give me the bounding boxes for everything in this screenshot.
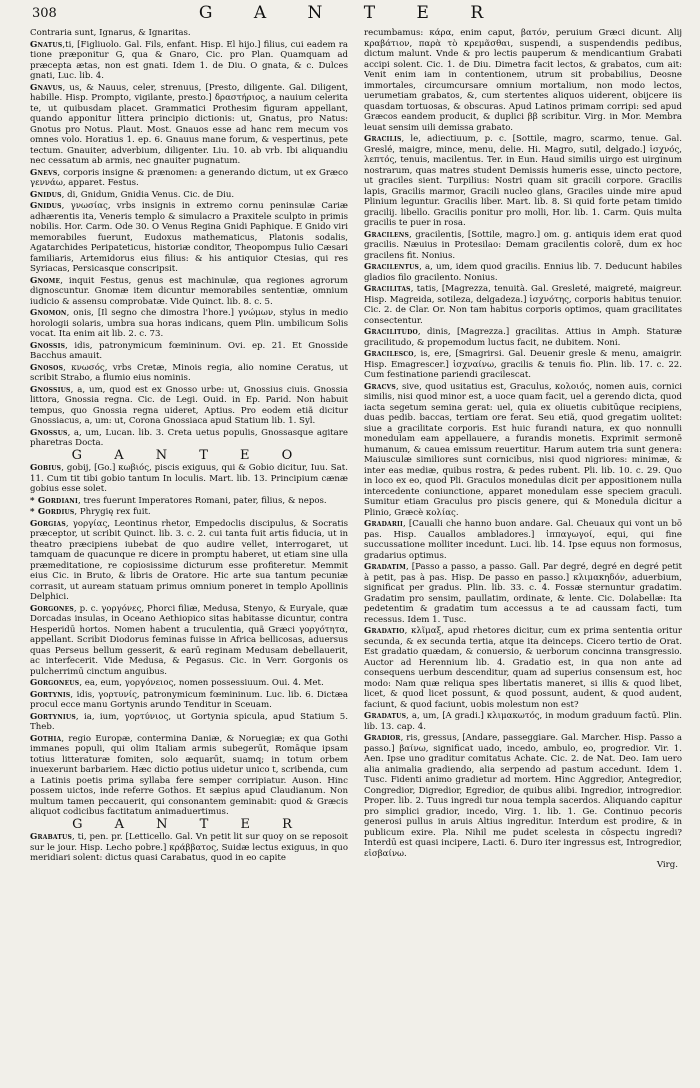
entry-lemma: Gortynis: [30, 689, 71, 700]
entry-text: , dinis, [Magrezza.] gracilitas. Attius in Amph. Staturæ gracilitudo, & propemodum luctus facit, ne dubitem. Noni.: [364, 327, 682, 348]
dictionary-entry: [364, 626, 682, 710]
entry-lemma: Gnidus: [30, 189, 62, 200]
entry-lemma: Gobius: [30, 463, 62, 473]
right-column: [364, 28, 682, 1080]
entry-lemma: Gradior: [364, 733, 401, 743]
dictionary-entry: [364, 382, 682, 519]
dictionary-entry: [30, 276, 348, 308]
catchword: Virg.: [656, 860, 678, 870]
dictionary-entry: [30, 519, 348, 603]
left-entries-g-o: [30, 463, 348, 818]
entry-lemma: Gracilitas: [364, 284, 411, 294]
entry-lemma: Gnossius: [30, 384, 71, 395]
dictionary-entry: [30, 690, 348, 711]
page-header: [0, 2, 700, 28]
entry-text: , corporis insigne & prænomen: a generando dictum, ut ex Græco γεννάω, apparet. Festus.: [30, 167, 348, 188]
entry-lemma: Gnossus: [30, 427, 68, 438]
dictionary-entry: [30, 83, 348, 167]
entry-text: , us, & Nauus, celer, strenuus, [Presto, diligente. Gal. Diligent, habille. Hisp. Prompto, vigilante, presto.] δραστήριος, a nauium celerita te, ut quibusdam placet. Grammatici Prothesim figuram appellant, quando apponitur littera principio dictionis: ut, Gnatus, pro Natus: Gnotus pro Notus. Plaut. Most. Gnauos esse ad hanc rem mecum vos omnes volo. Horatius 1. ep. 6. Gnauus mane forum, & vespertinus, pete tectum. Gnauiter, adverbium, diligenter. Liu. 10. ab vrb. Ibi aliquandiu nec cessatum ab armis, nec gnauiter pugnatum.: [30, 82, 348, 166]
entry-text: , Phrygię rex fuit.: [74, 507, 151, 517]
entry-lemma: Gradatus: [364, 711, 407, 721]
dictionary-entry: [30, 40, 348, 82]
dictionary-entry: [364, 519, 682, 561]
section-heading-r: G A N T E R: [72, 816, 306, 832]
entry-lemma: Gracilesco: [364, 349, 414, 359]
entry-text: , [Caualli che hanno buon andare. Gal. Cheuaux qui vont un bō pas. Hisp. Cauallos ambladores.] ἱππαγωγοί, equi, qui fine succussatione molliter incedunt. Luci. lib. 14. Ipse equus non formosus, gradarius optimus.: [364, 519, 682, 561]
left-column: [30, 28, 348, 1080]
entry-text: , a, um, [A gradi.] κλιμακωτός, in modum graduum factū. Plin. lib. 13. cap. 4.: [364, 711, 682, 732]
entry-lemma: Gnidus: [30, 201, 62, 211]
entry-lemma: Gnome: [30, 275, 61, 286]
dictionary-entry: [30, 428, 348, 449]
entry-lemma: Gorgias: [30, 518, 66, 529]
dictionary-entry: [30, 604, 348, 678]
left-entries-g-r: [30, 832, 348, 864]
entry-lemma: Gracilis: [364, 134, 402, 144]
dictionary-entry: [30, 168, 348, 189]
entry-text: , sive, quod usitatius est, Graculus, κολοιός, nomen auis, cornici similis, nisi quod minor est, a uoce quam facit, uel a gerendo dicta, quod iacta segetum semina gerat: uel, quia ex oliuetis cubitūque recipiens, duas pedib. baccas, tertiam ore ferat. Seu etiã, quod gregatim uolitet: siue a gracilitate corporis. Est huic furandi natura, ex quo nonnulli monedulam eam appellauere, a furandis monetis. Exprimit sermonē humanum, & cauea emissum reuertitur. Harum autem tria sunt genera: Maiusculæ similiores sunt cornicibus, nisi quod nigriores: minimæ, & inter eas mediæ, quibus rostra, & pedes rubent. Pli. lib. 10. c. 29. Quo in loco ex eo, quod Pli. Graculos monedulas dicit per appositionem nulla intercedente coniunctione, apparet monedulam esse speciem graculi. Sumitur etiam Graculus pro piscis genere, qui & Monedula dicitur a Plinio, Græcè κολίας.: [364, 381, 682, 518]
entry-lemma: Gnosos: [30, 362, 64, 373]
entry-lemma: Gnomon: [30, 308, 67, 318]
dictionary-entry: [30, 341, 348, 362]
entry-lemma: Gortynius: [30, 711, 76, 722]
entry-lemma: * Gordius: [30, 507, 75, 517]
entry-text: , inquit Festus, genus est machinulæ, qua regiones agrorum dignoscuntur. Gnomæ item dicuntur memorabiles sententiæ, omnium iudicio & assensu comprobatæ. Vide Quinct. lib. 8. c. 5.: [30, 275, 348, 307]
dictionary-entry: [30, 832, 348, 864]
right-entries: [364, 134, 682, 859]
entry-lemma: Gothia: [30, 733, 62, 744]
entry-lemma: * Gordiani: [30, 495, 78, 506]
running-head: G A N T E R: [198, 3, 502, 23]
entry-text: , tres fuerunt Imperatores Romani, pater, filius, & nepos.: [78, 495, 327, 506]
entry-lemma: Gracilentus: [364, 262, 420, 272]
entry-lemma: Gradatio: [364, 626, 405, 636]
entry-text: , regio Europæ, contermina Daniæ, & Noruegiæ; ex qua Gothi immanes populi, qui olim Italiam armis subegerūt, Romāque ipsam totius litteraturæ fomiten, solo æquarūt, suamq; in totum orbem inuexerunt barbariem. Hæc dictio potius uidetur unico t, scribenda, cum a Latinis poetis prima syllaba fere semper corripiatur. Auson. Hinc possem uictos, inde referre Gothos. Et sæpius apud Claudianum. Non multum tamen peccauerit, qui consonantem geminabit: quod & Græcis aliquot codicibus factitatum animaduertimus.: [30, 733, 348, 817]
dictionary-entry: [30, 507, 348, 518]
entry-text: , tatis, [Magrezza, tenuità. Gal. Gresleté, maigreté, maigreur. Hisp. Magreida, sotileza, delgadeza.] ἰσχνότης, corporis habitus tenuior. Cic. 2. de Clar. Or. Non tam habitus corporis optimos, quam gracilitates consectentur.: [364, 284, 682, 326]
entry-lemma: Gorgoneus: [30, 678, 80, 688]
entry-text: , p. c. γοργόνες, Phorci filiæ, Medusa, Stenyo, & Euryale, quæ Dorcadas insulas, in Oceano Aethiopico sitas habitasse dicuntur, contra Hesperidū hortos. Nomen habent a truculentia, quã Græci γοργότητα, appellant. Scribit Diodorus feminas fuisse in Africa bellicosas, aduersus quas Perseus bellum gesserit, & earū reginam Medusam debellauerit, ac interfecerit. Vide Medusa, & Pegasus. Cic. in Verr. Gorgonis os pulcherrimū cinctum anguibus.: [30, 603, 348, 677]
dictionary-entry: [364, 562, 682, 625]
entry-text: , is, ere, [Smagrirsi. Gal. Deuenir gresle & menu, amaigrir. Hisp. Emagrescer.] ἰσχναίνω, gracilis & tenuis fio. Plin. lib. 17. c. 22. Cum festinatione pariendi gracilescat.: [364, 349, 682, 380]
dictionary-entry: [30, 363, 348, 384]
section-heading-o: G A N T E O: [71, 447, 307, 463]
dictionary-entry: [30, 496, 348, 507]
entry-text: ,ti, [Figliuolo. Gal. Fils, enfant. Hisp. El hijo.] filius, cui eadem ra tione præponitur G, qua & Gnaro, Cic. pro Plan. Quamquam ad præcepta ætas, non est gnati. Idem 1. de Diu. O gnata, & c. Dulces gnati, Luc. lib. 4.: [30, 39, 348, 81]
entry-lemma: Gnossis: [30, 340, 66, 351]
entry-lemma: Gracilitudo: [364, 327, 418, 337]
entry-text: , gracilentis, [Sottile, magro.] om. g. antiquis idem erat quod gracilis. Næuius in Protesilao: Demam gracilentis colorē, dum ex hoc gracilens fit. Nonius.: [364, 229, 682, 261]
right-continuation: recumbamus: κάρα, enim caput, βατόν, peruium Græci dicunt. Alij κραβάτιον, παρὰ τὸ κρεμᾶσθαι, suspendi, a suspendendis pedibus, dictum malunt. Vnde & pro lectis pauperum & mendicantium Grabati accipi solent. Cic. 1. de Diu. Dimetra facit lectos, & grabatos, cum ait: Venit enim iam in contentionem, utrum sit probabilius, Deosne immortales, circumcursare omnium mortalium, non modo lectos, uerumetiam grabatos, &, cum stertentes aliquos uiderent, obijcere iis quasdam tortuosas, & obscuras. Apud Latinos primam corripi: sed apud Græcos eandem producit, & duplici ββ scribitur. Virg. in Mor. Membra leuat sensim uili demissa grabato.: [364, 28, 682, 133]
dictionary-entry: [364, 284, 682, 326]
entry-text: , a, um, idem quod gracilis. Ennius lib. 7. Deducunt habiles gladios filo gracilento. Nonius.: [364, 262, 682, 283]
entry-text: , a, um, quod est ex Gnosso urbe: ut, Gnossius ciuis. Gnossia littora, Gnossia regna. Cic. de Legi. Ouid. in Ep. Parid. Non habuit tempus, quo Gnossia regna uideret, Aptius. Pro eodem etiã dicitur Gnossiacus, a, um: ut, Corona Gnossiaca apud Statium lib. 1. Syl.: [30, 384, 348, 426]
entry-text: , onis, [Il segno che dimostra l'hore.] γνώμων, stylus in medio horologii solaris, umbra sua horas indicans, quem Plin. umbilicum Solis vocat. Ita enim ait lib. 2. c. 73.: [30, 308, 348, 339]
entry-lemma: Gracvs: [364, 381, 396, 392]
dictionary-entry: [364, 327, 682, 348]
left-continuation: Contraria sunt, Ignarus, & Ignaritas.: [30, 28, 191, 38]
dictionary-entry: [364, 349, 682, 381]
dictionary-entry: [30, 712, 348, 733]
entry-lemma: Gnatus: [30, 39, 63, 50]
entry-text: , γνωσίας, vrbs insignis in extremo cornu peninsulæ Cariæ adhærentis ita, Veneris templo & simulacro a Praxitele sculpto in primis nobilis. Hor. Carm. Ode 30. O Venus Regina Gnidi Paphique. E Gnido viri memorabiles fuerunt, Eudoxus mathematicus, Platonis sodalis, Agatarchides Peripateticus, historiæ conditor, Theopompus Iulio Cæsari familiaris, Artemidorus eius filius: & his antiquior Ctesias, qui res Syriacas, Persicasque conscripsit.: [30, 201, 348, 274]
entry-text: , di, Gnidum, Gnidia Venus. Cic. de Diu.: [61, 189, 235, 200]
dictionary-entry: [30, 385, 348, 427]
entry-lemma: Gorgones: [30, 603, 74, 614]
entry-lemma: Gradarii: [364, 519, 404, 529]
entry-text: , κνωσός, vrbs Cretæ, Minois regia, alio nomine Ceratus, ut scribit Strabo, a flumio eius nominis.: [30, 362, 348, 383]
entry-text: , γοργίας, Leontinus rhetor, Empedoclis discipulus, & Socratis præceptor, ut scribit Quinct. lib. 3. c. 2. cui tanta fuit artis fiducia, ut in theatro præcipiens iubebat de quo audire vellet, interrogaret, ut tamquam de quacunque re dicere in promptu haberet, ut etiam sine ulla præmeditatione, re copiosissime dicturum esse profiteretur. Memmit eius Cic. in Bruto, & libris de Oratore. Hic arte sua tantum pecuniæ corrasit, ut auream statuam primus omnium poneret in templo Apollinis Delphici.: [30, 518, 348, 602]
entry-text: , idis, patronymicum fœmininum. Ovi. ep. 21. Et Gnosside Bacchus amauit.: [30, 340, 348, 361]
entry-lemma: Gracilens: [364, 229, 409, 240]
dictionary-entry: [30, 201, 348, 275]
entry-lemma: Gradatim: [364, 562, 407, 572]
entry-text: , ti, pen. pr. [Letticello. Gal. Vn petit lit sur quoy on se reposoit sur le jour. Hisp. Lecho pobre.] κράββατος, Suidæ lectus exiguus, in quo meridiari solent: dictus quasi Carabatus, quod in eo capite: [30, 832, 348, 863]
dictionary-entry: [30, 678, 348, 689]
dictionary-entry: [30, 734, 348, 818]
entry-lemma: Grabatus: [30, 832, 73, 842]
entry-text: , ea, eum, γοργόνειος, nomen possessiuum. Oui. 4. Met.: [79, 678, 324, 688]
dictionary-entry: [30, 190, 348, 201]
dictionary-entry: [364, 711, 682, 732]
entry-lemma: Gnavus: [30, 82, 63, 93]
entry-text: , le, adiectiuum, p. c. [Sottile, magro, scarmo, tenue. Gal. Greslé, maigre, mince, menu, delie. Hi. Magro, sutil, delgado.] ἰσχνός, λεπτός, tenuis, macilentus. Ter. in Eun. Haud similis uirgo est uirginum nostrarum, quas matres student Demissis humeris esse, uincto pectore, ut graciles sient. Turpilius: Nostri quam sit gracili corpore. Gracilis lapis, Gracilis marmor, Gracili nucleo glans, Graciles uinde mire apud Plinium leguntur. Gracilis liber. Mart. lib. 8. Si quid forte petam timido gracilij. libello. Gracilis ponitur pro molli, Hor. lib. 1. Carm. Quis multa gracilis te puer in rosa.: [364, 134, 682, 228]
dictionary-entry: [364, 230, 682, 262]
dictionary-entry: [364, 262, 682, 283]
entry-text: , idis, γορτυνίς, patronymicum fœmininum. Luc. lib. 6. Dictæa procul ecce manu Gortynis arundo Tenditur in Sceuam.: [30, 689, 348, 710]
entry-text: , ia, ium, γορτύνιος, ut Gortynia spicula, apud Statium 5. Theb.: [30, 711, 348, 732]
entry-text: , a, um, Lucan. lib. 3. Creta uetus populis, Gnossasque agitare pharetras Docta.: [30, 427, 348, 448]
left-entries-g-a-n: [30, 40, 348, 449]
dictionary-entry: [364, 134, 682, 229]
entry-text: , ris, gressus, [Andare, passeggiare. Gal. Marcher. Hisp. Passo a passo.] βαίνω, significat uado, incedo, ambulo, eo, progredior. Vir. 1. Aen. Ipse uno graditur comitatus Achate. Cic. 2. de Nat. Deo. Iam uero alia animalia gradiendo, alia serpendo ad pastum accedunt. Idem 1. Tusc. Fidenti animo gradietur ad mortem. Hinc Aggredior, Antegredior, Congredior, Digredior, Egredior, de quibus alibi. Ingredior, introgredior. Proper. lib. 2. Tuus ingredi tur noua templa sacerdos. Aliquando capitur pro simplici gradior, incedo, Virg. 1. lib. 1. Ge. Continuo pecoris generosi pullus in aruis Altius ingreditur. Interdum est prodire, & in publicum exire. Pla. Nihil me pudet scelesta in cōspectu ingredi? Interdū est quasi incipere, Lacti. 6. Duro iter ingressus est, Introgredior, εἰσβαίνω.: [364, 733, 682, 859]
entry-text: , [Passo a passo, a passo. Gall. Par degré, degré en degré petit à petit, pas à pas. Hisp. De passo en passo.] κλιμακηδόν, aduerbium, significat per gradus. Plin. lib. 33. c. 4. Fossæ sternuntur gradatim. Gradatim pro sensim, paullatim, ordinate, & lente. Cic. Dolabellæ: Ita pedetentim & gradatim tum accessus a te ad caussam facti, tum recessus. Idem 1. Tusc.: [364, 562, 682, 625]
entry-text: , gobij, [Go.] κωβιός, piscis exiguus, qui & Gobio dicitur, Iuu. Sat. 11. Cum tit tibi gobio tantum In loculis. Mart. lib. 13. Principium cænæ gobius esse solet.: [30, 463, 348, 494]
dictionary-entry: [30, 308, 348, 340]
dictionary-entry: [364, 733, 682, 859]
dictionary-entry: [30, 463, 348, 495]
page-number: 308: [32, 6, 57, 21]
entry-text: , κλῖμαξ, apud rhetores dicitur, cum ex prima sententia oritur secunda, & ex secunda tertia, atque ita deinceps. Cicero tertio de Orat. Est gradatio quædam, & conuersio, & uerborum concinna transgressio. Auctor ad Herennium lib. 4. Gradatio est, in qua non ante ad consequens uerbum descenditur, quam ad superius consensum est, hoc modo: Nam quæ reliqua spes libertatis maneret, si illis & quod libet, licet, & quod licet possunt, & quod possunt, audent, & quod audent, faciunt, & quod faciunt, uobis molestum non est?: [364, 626, 682, 710]
entry-lemma: Gnevs: [30, 167, 58, 178]
